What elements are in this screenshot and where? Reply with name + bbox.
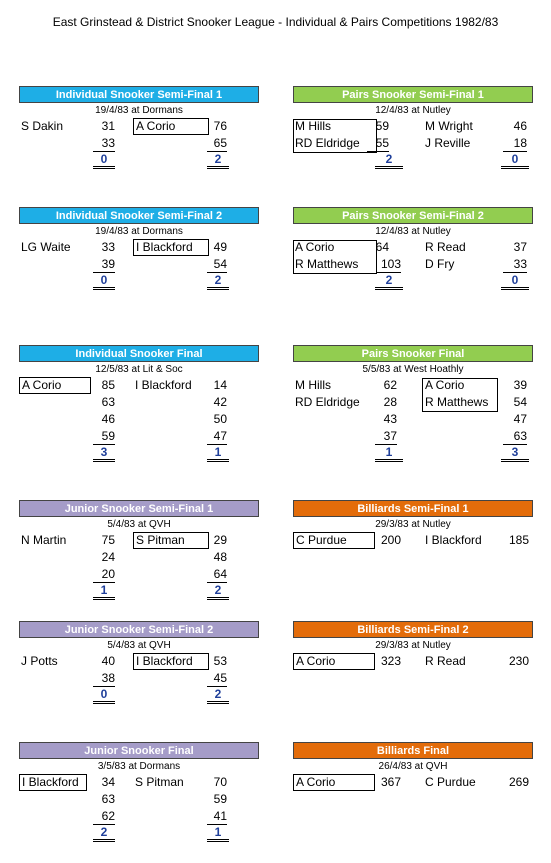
frames-won-p2: 3: [501, 445, 529, 462]
frame-1-score-p2: 14: [213, 378, 227, 392]
pair-1-player-b: RD Eldridge: [295, 395, 360, 409]
individual-semi-final-2: [19, 207, 259, 290]
frame-1-score-p2: 39: [513, 378, 527, 392]
frame-2-score-p2: 33: [503, 256, 527, 273]
match-date-venue: 5/5/83 at West Hoathly: [362, 364, 464, 375]
billiards-semi-final-1: [293, 500, 533, 549]
frame-4-score-p1: 37: [375, 428, 397, 445]
frame-1-score-p1: 33: [101, 240, 115, 254]
frame-2-score-p1: 63: [101, 395, 115, 409]
frames-won-p1: 3: [93, 445, 115, 462]
frames-won-p2: 1: [207, 825, 229, 842]
player-1-name: LG Waite: [21, 240, 71, 254]
frame-1-score-p1: 62: [383, 378, 397, 392]
frame-4-score-p1: 59: [93, 428, 115, 445]
frames-won-p1: 2: [375, 273, 403, 290]
frames-won-p2: 1: [207, 445, 229, 462]
frame-2-score-p1: 39: [93, 256, 115, 273]
pairs-final: [293, 345, 533, 462]
frame-1-score-p1: 31: [101, 119, 115, 133]
match-title: Pairs Snooker Semi-Final 1: [293, 86, 533, 103]
score-p2: 230: [508, 654, 529, 668]
frame-1-score-p2: 49: [213, 240, 227, 254]
player-1-name: I Blackford: [19, 774, 87, 791]
match-title: Individual Snooker Semi-Final 1: [19, 86, 259, 103]
player-2-name: C Purdue: [425, 775, 476, 789]
pair-2-player-b: R Matthews: [425, 395, 489, 409]
frame-2-score-p2: 18: [503, 135, 527, 152]
frame-2-score-p2: 45: [207, 670, 227, 687]
player-1-name: S Dakin: [21, 119, 64, 133]
frames-won-p1: 0: [93, 687, 115, 704]
frame-2-score-p1: 33: [93, 135, 115, 152]
frame-1-score-p1: 75: [101, 533, 115, 547]
frame-3-score-p2: 41: [207, 808, 227, 825]
player-2-name: I Blackford: [133, 653, 209, 670]
match-title: Junior Snooker Final: [19, 742, 259, 759]
frame-4-score-p2: 63: [503, 428, 527, 445]
player-2-name: S Pitman: [135, 775, 184, 789]
frames-won-p2: 0: [501, 152, 529, 169]
score-p2: 269: [508, 775, 529, 789]
frame-1-score-p2: 29: [213, 533, 227, 547]
junior-final: [19, 742, 259, 842]
frame-3-score-p2: 50: [213, 412, 227, 426]
pair-2-player-a: R Read: [425, 240, 466, 254]
frames-won-p1: 1: [93, 583, 115, 600]
match-date-venue: 12/4/83 at Nutley: [375, 105, 451, 116]
frames-won-p2: 0: [501, 273, 529, 290]
player-1-name: J Potts: [21, 654, 58, 668]
frame-2-score-p2: 59: [213, 792, 227, 806]
player-1-name: C Purdue: [293, 532, 375, 549]
player-2-name: I Blackford: [135, 378, 192, 392]
frames-won-p1: 1: [375, 445, 403, 462]
frame-2-score-p1: 38: [93, 670, 115, 687]
pair-1-player-b: R Matthews: [295, 257, 359, 271]
score-p1: 367: [380, 775, 401, 789]
frame-1-score-p1: 59: [375, 119, 389, 133]
match-title: Billiards Final: [293, 742, 533, 759]
pair-1-player-a: M Hills: [295, 378, 331, 392]
frames-won-p2: 2: [207, 583, 229, 600]
match-title: Individual Snooker Semi-Final 2: [19, 207, 259, 224]
match-date-venue: 26/4/83 at QVH: [378, 761, 448, 772]
frame-2-score-p2: 42: [213, 395, 227, 409]
player-1-name: A Corio: [293, 774, 375, 791]
frame-1-score-p1: 34: [101, 775, 115, 789]
frames-won-p1: 0: [93, 273, 115, 290]
pairs-semi-final-1: [293, 86, 533, 169]
billiards-semi-final-2: [293, 621, 533, 670]
pair-2-player-b: J Reville: [425, 136, 471, 150]
frame-3-score-p1: 43: [383, 412, 397, 426]
frames-won-p1: 0: [93, 152, 115, 169]
score-p2: 185: [508, 533, 529, 547]
frames-won-p1: 2: [375, 152, 403, 169]
pair-1-player-a: A Corio: [295, 240, 335, 254]
frames-won-p2: 2: [207, 152, 229, 169]
frame-2-score-p1: 28: [383, 395, 397, 409]
frame-3-score-p1: 20: [93, 566, 115, 583]
pair-2-player-a: M Wright: [425, 119, 473, 133]
frames-won-p1: 2: [93, 825, 115, 842]
match-title: Individual Snooker Final: [19, 345, 259, 362]
frame-2-score-p1: 55: [367, 135, 389, 152]
individual-final: [19, 345, 259, 462]
player-1-name: A Corio: [293, 653, 375, 670]
match-date-venue: 5/4/83 at QVH: [107, 519, 171, 530]
match-title: Billiards Semi-Final 2: [293, 621, 533, 638]
frame-1-score-p2: 46: [513, 119, 527, 133]
frame-1-score-p2: 53: [213, 654, 227, 668]
score-p1: 323: [380, 654, 401, 668]
pair-2-player-b: D Fry: [425, 257, 455, 271]
pairs-semi-final-2: [293, 207, 533, 290]
player-2-name: I Blackford: [133, 239, 209, 256]
match-title: Pairs Snooker Final: [293, 345, 533, 362]
frame-4-score-p2: 47: [207, 428, 227, 445]
match-date-venue: 12/4/83 at Nutley: [375, 226, 451, 237]
match-date-venue: 12/5/83 at Lit & Soc: [95, 364, 183, 375]
frame-3-score-p1: 62: [93, 808, 115, 825]
match-date-venue: 3/5/83 at Dormans: [97, 761, 181, 772]
frame-1-score-p1: 64: [375, 240, 389, 254]
frame-2-score-p1: 24: [101, 550, 115, 564]
junior-semi-final-2: [19, 621, 259, 704]
pair-1-player-b: RD Eldridge: [295, 136, 360, 150]
frame-3-score-p1: 46: [101, 412, 115, 426]
billiards-final: [293, 742, 533, 791]
player-1-name: N Martin: [21, 533, 67, 547]
junior-semi-final-1: [19, 500, 259, 600]
match-title: Junior Snooker Semi-Final 1: [19, 500, 259, 517]
player-2-name: S Pitman: [133, 532, 209, 549]
pair-2-player-a: A Corio: [425, 378, 465, 392]
player-1-name: A Corio: [19, 377, 91, 394]
frame-1-score-p2: 76: [213, 119, 227, 133]
frame-2-score-p2: 54: [513, 395, 527, 409]
frame-2-score-p1: 103: [377, 256, 401, 273]
frame-3-score-p2: 64: [207, 566, 227, 583]
score-p1: 200: [380, 533, 401, 547]
frame-1-score-p2: 37: [513, 240, 527, 254]
match-date-venue: 29/3/83 at Nutley: [375, 640, 451, 651]
player-2-name: I Blackford: [425, 533, 482, 547]
frame-2-score-p2: 48: [213, 550, 227, 564]
frame-3-score-p2: 47: [513, 412, 527, 426]
match-date-venue: 29/3/83 at Nutley: [375, 519, 451, 530]
frame-2-score-p2: 54: [207, 256, 227, 273]
player-2-name: R Read: [425, 654, 466, 668]
frame-1-score-p2: 70: [213, 775, 227, 789]
page-title: East Grinstead & District Snooker League - Individual & Pairs Competitions 1982/83: [52, 15, 499, 29]
frame-2-score-p2: 65: [207, 135, 227, 152]
individual-semi-final-1: [19, 86, 259, 169]
match-date-venue: 19/4/83 at Dormans: [95, 105, 183, 116]
frames-won-p2: 2: [207, 687, 229, 704]
match-date-venue: 5/4/83 at QVH: [107, 640, 171, 651]
pair-1-player-a: M Hills: [295, 119, 331, 133]
match-title: Billiards Semi-Final 1: [293, 500, 533, 517]
frames-won-p2: 2: [207, 273, 229, 290]
match-date-venue: 19/4/83 at Dormans: [95, 226, 183, 237]
match-title: Pairs Snooker Semi-Final 2: [293, 207, 533, 224]
frame-2-score-p1: 63: [101, 792, 115, 806]
frame-1-score-p1: 85: [101, 378, 115, 392]
match-title: Junior Snooker Semi-Final 2: [19, 621, 259, 638]
frame-1-score-p1: 40: [101, 654, 115, 668]
player-2-name: A Corio: [133, 118, 209, 135]
